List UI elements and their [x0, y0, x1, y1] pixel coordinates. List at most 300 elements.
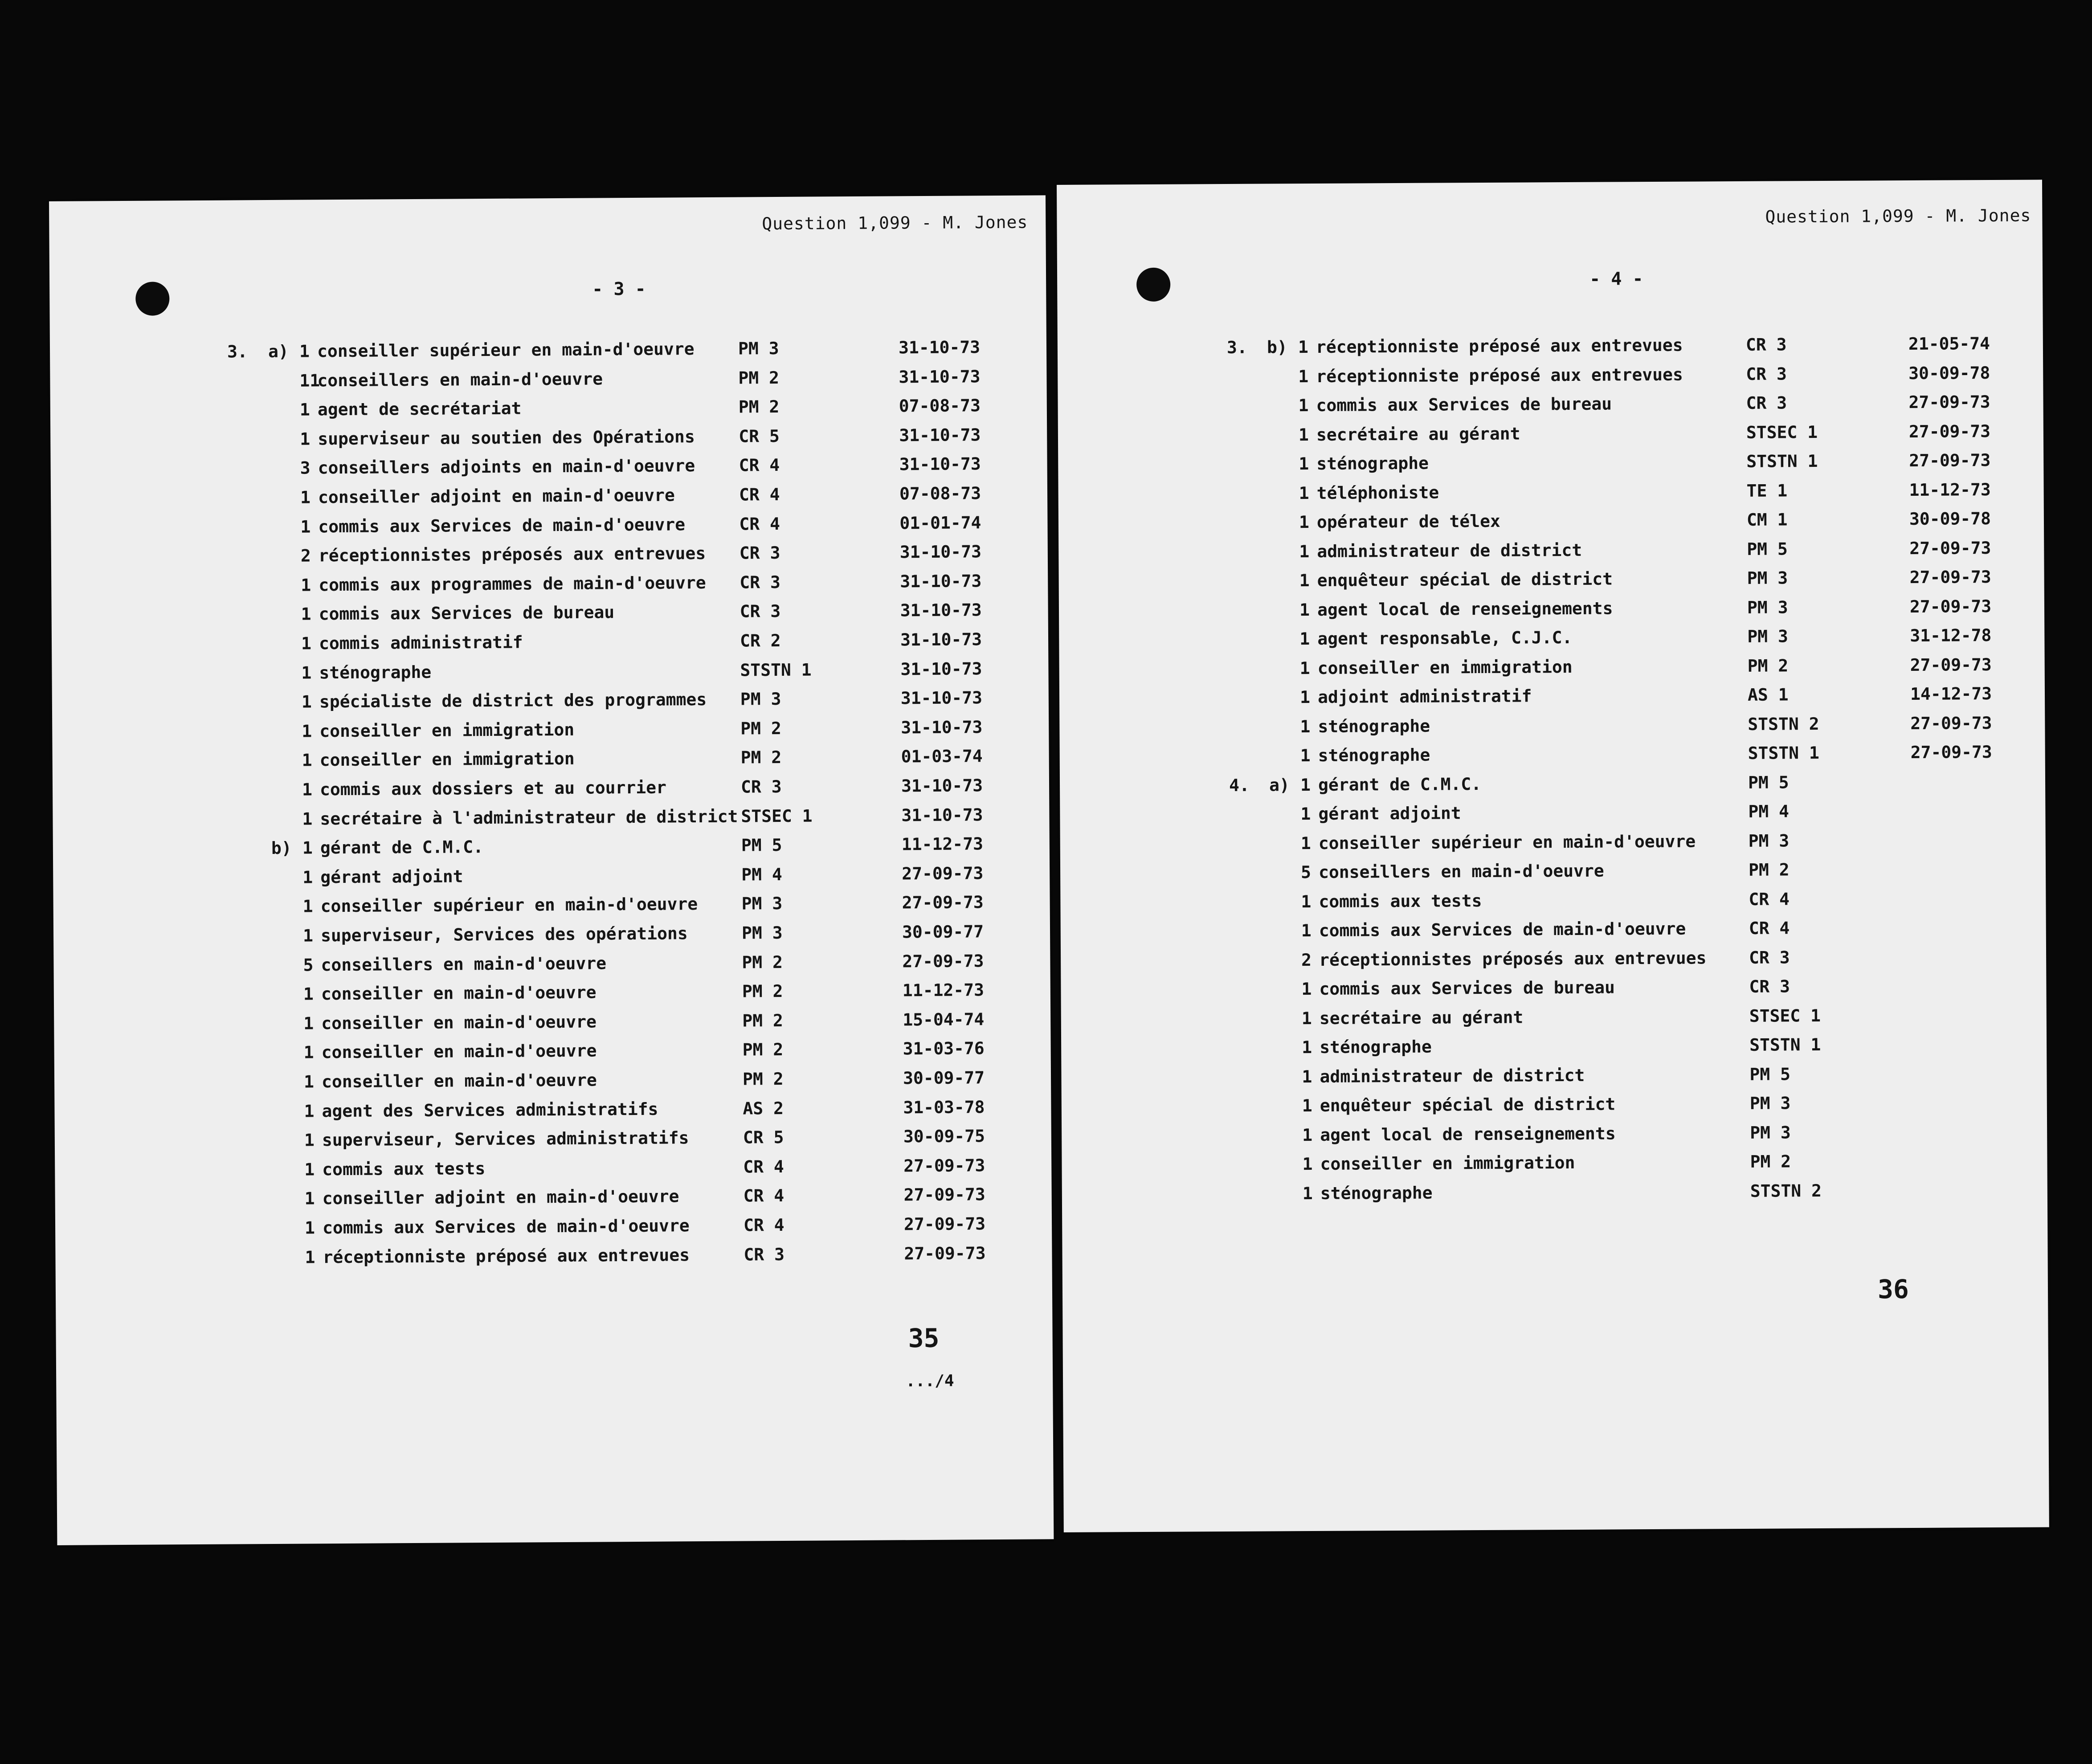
classification-code: CR 3 — [744, 1244, 785, 1265]
subsection-letter: a) — [268, 341, 289, 361]
position-title: adjoint administratif — [1317, 686, 1532, 707]
quantity: 1 — [1302, 1183, 1313, 1203]
effective-date: 31-10-73 — [898, 337, 981, 358]
list-item — [1060, 800, 2045, 832]
continuation-note: .../4 — [906, 1372, 954, 1391]
list-item — [54, 1067, 1051, 1100]
staff-list — [1057, 180, 2049, 1532]
position-title: conseiller adjoint en main-d'oeuvre — [322, 1186, 679, 1209]
position-title: commis aux tests — [322, 1158, 486, 1180]
position-title: spécialiste de district des programmes — [319, 690, 707, 712]
effective-date: 27-09-73 — [902, 863, 984, 884]
quantity: 1 — [303, 1042, 314, 1062]
effective-date: 31-10-73 — [900, 571, 982, 592]
list-item — [1062, 1092, 2047, 1124]
position-title: agent de secrétariat — [317, 398, 522, 420]
list-item — [1062, 1121, 2047, 1153]
classification-code: CR 4 — [743, 1156, 784, 1177]
list-item — [1059, 654, 2045, 686]
classification-code: PM 2 — [738, 368, 780, 388]
effective-date: 27-09-73 — [903, 1214, 986, 1234]
list-item — [51, 483, 1047, 516]
list-item — [53, 804, 1049, 837]
quantity: 1 — [301, 692, 312, 712]
position-title: conseiller en immigration — [319, 749, 575, 770]
position-title: réceptionniste préposé aux entrevues — [1316, 364, 1683, 386]
position-title: conseiller adjoint en main-d'oeuvre — [318, 485, 675, 507]
effective-date: 27-09-73 — [903, 1184, 985, 1205]
position-title: gérant de C.M.C. — [320, 837, 484, 858]
classification-code: STSTN 2 — [1750, 1180, 1822, 1201]
classification-code: CR 2 — [740, 630, 781, 651]
classification-code: PM 2 — [742, 1010, 783, 1031]
classification-code: TE 1 — [1746, 480, 1788, 501]
effective-date: 27-09-73 — [903, 1156, 985, 1176]
list-item — [55, 1243, 1052, 1276]
list-item — [54, 1009, 1050, 1042]
quantity: 1 — [1299, 512, 1309, 532]
list-item — [50, 337, 1046, 370]
position-title: agent local de renseignements — [1320, 1123, 1616, 1145]
list-item — [1060, 742, 2045, 774]
position-title: réceptionniste préposé aux entrevues — [1316, 335, 1683, 357]
effective-date: 11-12-73 — [901, 834, 984, 854]
position-title: conseillers adjoints en main-d'oeuvre — [318, 456, 695, 478]
list-item — [1061, 1063, 2047, 1095]
classification-code: PM 3 — [1747, 568, 1788, 588]
list-item — [1061, 917, 2046, 949]
quantity: 1 — [1298, 337, 1308, 357]
classification-code: STSEC 1 — [1746, 422, 1818, 442]
effective-date: 27-09-73 — [1910, 742, 1992, 762]
quantity: 1 — [1298, 396, 1309, 416]
quantity: 1 — [1299, 629, 1310, 649]
list-item — [54, 1038, 1051, 1071]
effective-date: 31-10-73 — [899, 542, 982, 562]
quantity: 1 — [302, 750, 312, 770]
classification-code: PM 2 — [742, 1069, 784, 1089]
quantity: 1 — [300, 517, 311, 537]
list-item — [1061, 1004, 2047, 1037]
effective-date: 21-05-74 — [1908, 334, 1990, 354]
list-item — [53, 746, 1049, 779]
quantity: 1 — [301, 663, 312, 683]
quantity: 1 — [1299, 541, 1310, 561]
effective-date: 01-03-74 — [901, 746, 983, 767]
position-title: sténographe — [1320, 1037, 1432, 1057]
quantity: 1 — [302, 926, 314, 946]
position-title: opérateur de télex — [1316, 511, 1500, 532]
classification-code: PM 3 — [1750, 1122, 1791, 1143]
effective-date: 31-10-73 — [899, 454, 981, 474]
effective-date: 30-09-77 — [903, 1068, 985, 1088]
list-item — [55, 1126, 1051, 1159]
effective-date: 01-01-74 — [899, 512, 981, 533]
classification-code: PM 2 — [740, 747, 782, 768]
position-title: commis administratif — [319, 632, 523, 653]
quantity: 1 — [304, 1101, 315, 1121]
list-item — [53, 863, 1050, 896]
effective-date: 27-09-73 — [1909, 450, 1991, 470]
list-item — [1060, 888, 2046, 920]
effective-date: 30-09-75 — [903, 1126, 985, 1147]
position-title: téléphoniste — [1316, 482, 1439, 503]
quantity: 1 — [299, 341, 310, 361]
classification-code: AS 1 — [1747, 685, 1789, 705]
classification-code: CR 3 — [1749, 947, 1790, 968]
list-item — [1061, 1033, 2047, 1066]
list-item — [51, 542, 1048, 575]
list-item — [1058, 450, 2043, 482]
effective-date: 31-10-73 — [900, 600, 982, 621]
classification-code: CR 4 — [739, 484, 780, 505]
quantity: 1 — [1301, 921, 1312, 941]
quantity: 1 — [1300, 804, 1311, 824]
subsection-letter: b) — [271, 838, 292, 858]
classification-code: STSEC 1 — [1749, 1005, 1821, 1026]
effective-date: 31-03-76 — [903, 1038, 985, 1059]
position-title: agent responsable, C.J.C. — [1317, 627, 1573, 649]
page-header: Question 1,099 - M. Jones — [1765, 205, 2031, 227]
list-item — [55, 1184, 1052, 1217]
classification-code: PM 2 — [742, 952, 783, 972]
list-item — [51, 571, 1048, 604]
list-item — [1059, 625, 2044, 657]
effective-date: 31-10-73 — [900, 658, 982, 679]
effective-date: 27-09-73 — [1908, 421, 1991, 441]
classification-code: PM 2 — [1748, 860, 1790, 880]
effective-date: 27-09-73 — [1909, 567, 1991, 587]
quantity: 1 — [304, 1160, 315, 1180]
effective-date: 27-09-73 — [1908, 392, 1990, 412]
quantity: 1 — [1302, 1066, 1312, 1086]
list-item — [1058, 479, 2044, 511]
classification-code: STSTN 1 — [740, 660, 812, 680]
list-item — [51, 454, 1047, 487]
list-item — [1062, 1180, 2047, 1212]
effective-date: 27-09-73 — [902, 951, 984, 971]
position-title: conseiller en main-d'oeuvre — [321, 1012, 597, 1033]
list-item — [1058, 333, 2043, 365]
effective-date: 31-10-73 — [901, 717, 983, 738]
classification-code: PM 2 — [740, 718, 781, 739]
list-item — [1061, 975, 2046, 1007]
classification-code: CR 4 — [739, 455, 780, 475]
classification-code: PM 3 — [738, 338, 779, 359]
classification-code: CR 3 — [739, 543, 780, 563]
position-title: agent local de renseignements — [1317, 598, 1613, 620]
quantity: 1 — [1302, 1125, 1313, 1145]
list-item — [53, 951, 1050, 984]
position-title: conseiller en main-d'oeuvre — [321, 982, 597, 1004]
list-item — [55, 1213, 1052, 1246]
classification-code: STSTN 1 — [1746, 451, 1818, 471]
classification-code: PM 2 — [1747, 655, 1789, 676]
list-item — [52, 629, 1048, 662]
document-page-left — [49, 195, 1054, 1545]
effective-date: 30-09-78 — [1908, 363, 1990, 383]
classification-code: CR 3 — [1746, 363, 1787, 384]
classification-code: PM 3 — [1747, 626, 1788, 646]
quantity: 1 — [1299, 658, 1310, 678]
position-title: réceptionnistes préposés aux entrevues — [1319, 947, 1707, 970]
classification-code: CR 4 — [1749, 918, 1790, 938]
classification-code: CR 4 — [739, 514, 780, 534]
position-title: réceptionnistes préposés aux entrevues — [318, 543, 706, 566]
position-title: secrétaire au gérant — [1319, 1007, 1524, 1028]
section-number: 3. — [1226, 337, 1247, 358]
page-header: Question 1,099 - M. Jones — [762, 212, 1028, 234]
effective-date: 27-09-73 — [904, 1243, 986, 1263]
classification-code: CR 3 — [740, 601, 781, 621]
position-title: administrateur de district — [1320, 1065, 1585, 1086]
position-title: conseiller en immigration — [1320, 1152, 1575, 1174]
position-title: superviseur, Services administratifs — [322, 1128, 689, 1150]
classification-code: PM 5 — [1748, 772, 1789, 792]
position-title: administrateur de district — [1317, 540, 1582, 561]
quantity: 1 — [1299, 687, 1311, 707]
effective-date: 31-10-73 — [899, 366, 981, 387]
effective-date: 27-09-73 — [1910, 654, 1992, 675]
position-title: conseiller en main-d'oeuvre — [321, 1070, 597, 1092]
subsection-letter: b) — [1267, 337, 1287, 357]
position-title: superviseur au soutien des Opérations — [318, 426, 695, 449]
list-item — [1060, 829, 2046, 862]
classification-code: CR 4 — [743, 1186, 784, 1206]
classification-code: PM 5 — [741, 835, 782, 855]
position-title: conseiller en immigration — [319, 719, 575, 741]
list-item — [52, 600, 1048, 633]
effective-date: 31-10-73 — [901, 804, 983, 825]
classification-code: CR 4 — [1749, 889, 1790, 909]
position-title: sténographe — [1320, 1183, 1433, 1203]
position-title: conseiller en main-d'oeuvre — [321, 1041, 597, 1062]
list-item — [53, 833, 1050, 866]
list-item — [1058, 538, 2044, 570]
quantity: 1 — [1299, 571, 1310, 591]
classification-code: PM 5 — [1749, 1064, 1791, 1084]
classification-code: PM 3 — [1747, 597, 1788, 617]
classification-code: PM 2 — [1750, 1152, 1791, 1172]
classification-code: PM 5 — [1747, 539, 1788, 559]
stamp-number: 35 — [908, 1323, 940, 1354]
classification-code: CR 3 — [1745, 335, 1787, 355]
list-item — [50, 366, 1046, 399]
list-item — [53, 892, 1050, 925]
list-item — [50, 396, 1047, 429]
classification-code: STSTN 2 — [1748, 714, 1819, 734]
position-title: conseiller en immigration — [1317, 657, 1573, 678]
position-title: superviseur, Services des opérations — [320, 923, 688, 946]
quantity: 1 — [1302, 1037, 1312, 1058]
quantity: 1 — [1302, 1096, 1312, 1116]
list-item — [1060, 771, 2045, 803]
position-title: conseiller supérieur en main-d'oeuvre — [1318, 831, 1696, 853]
position-title: commis aux Services de main-d'oeuvre — [318, 514, 686, 536]
quantity: 1 — [1298, 366, 1309, 386]
position-title: conseillers en main-d'oeuvre — [321, 953, 607, 975]
quantity: 1 — [299, 400, 310, 420]
list-item — [1059, 596, 2044, 628]
position-title: enquêteur spécial de district — [1320, 1094, 1616, 1115]
position-title: enquêteur spécial de district — [1317, 569, 1613, 590]
quantity: 1 — [304, 1218, 315, 1238]
list-item — [1058, 508, 2044, 540]
section-number: 3. — [227, 342, 248, 362]
list-item — [1059, 683, 2045, 715]
quantity: 1 — [303, 984, 314, 1004]
classification-code: CR 4 — [743, 1215, 784, 1235]
quantity: 1 — [302, 809, 313, 829]
staff-list — [49, 195, 1054, 1545]
quantity: 1 — [303, 1013, 314, 1033]
effective-date: 31-03-78 — [903, 1097, 985, 1117]
effective-date: 31-10-73 — [901, 776, 983, 796]
quantity: 1 — [302, 721, 312, 741]
position-title: commis aux Services de main-d'oeuvre — [1319, 919, 1686, 940]
list-item — [1060, 858, 2046, 890]
quantity: 5 — [1300, 862, 1312, 882]
position-title: commis aux Services de bureau — [1316, 394, 1612, 415]
quantity: 1 — [300, 487, 311, 507]
list-item — [1062, 1150, 2047, 1182]
classification-code: CR 3 — [740, 776, 782, 797]
classification-code: PM 4 — [741, 864, 782, 885]
quantity: 1 — [1301, 891, 1312, 911]
effective-date: 11-12-73 — [902, 980, 985, 1000]
page-number: - 4 - — [1589, 269, 1643, 290]
quantity: 1 — [301, 633, 312, 653]
list-item — [1059, 567, 2044, 599]
quantity: 5 — [303, 955, 314, 975]
effective-date: 27-09-73 — [902, 892, 984, 913]
classification-code: PM 3 — [741, 923, 783, 943]
list-item — [51, 512, 1047, 545]
position-title: gérant adjoint — [320, 866, 463, 887]
quantity: 1 — [1299, 483, 1309, 503]
quantity: 1 — [300, 429, 311, 449]
list-item — [52, 658, 1048, 691]
quantity: 1 — [302, 896, 313, 916]
position-title: commis aux Services de main-d'oeuvre — [322, 1216, 690, 1238]
quantity: 1 — [1300, 746, 1311, 766]
effective-date: 27-09-73 — [1909, 596, 1992, 617]
quantity: 1 — [302, 867, 313, 887]
list-item — [52, 717, 1049, 750]
effective-date: 30-09-77 — [902, 922, 984, 942]
position-title: conseillers en main-d'oeuvre — [1318, 861, 1604, 882]
classification-code: CR 5 — [739, 426, 780, 446]
quantity: 1 — [304, 1188, 315, 1209]
effective-date: 15-04-74 — [903, 1009, 985, 1030]
classification-code: PM 3 — [1749, 1093, 1791, 1113]
effective-date: 14-12-73 — [1910, 684, 1992, 704]
effective-date: 31-12-78 — [1910, 625, 1992, 645]
position-title: commis aux programmes de main-d'oeuvre — [319, 572, 706, 595]
subsection-letter: a) — [1269, 775, 1290, 795]
section-number: 4. — [1229, 775, 1250, 795]
effective-date: 07-08-73 — [899, 396, 981, 416]
effective-date: 30-09-78 — [1909, 509, 1991, 529]
list-item — [53, 775, 1049, 808]
quantity: 1 — [301, 575, 311, 595]
effective-date: 31-10-73 — [900, 629, 982, 650]
position-title: agent des Services administratifs — [322, 1099, 658, 1121]
quantity: 1 — [302, 838, 313, 858]
classification-code: CR 5 — [743, 1127, 784, 1147]
effective-date: 27-09-73 — [1909, 538, 1991, 558]
classification-code: CR 3 — [1749, 976, 1790, 996]
position-title: sténographe — [1316, 453, 1429, 474]
position-title: gérant de C.M.C. — [1318, 774, 1482, 795]
document-page-right — [1057, 180, 2049, 1532]
list-item — [50, 425, 1047, 457]
effective-date: 11-12-73 — [1909, 479, 1991, 500]
quantity: 1 — [1298, 425, 1309, 445]
quantity: 1 — [305, 1247, 315, 1267]
quantity: 1 — [1300, 775, 1311, 795]
position-title: gérant adjoint — [1318, 803, 1461, 824]
quantity: 1 — [1299, 454, 1309, 474]
position-title: commis aux tests — [1319, 890, 1482, 911]
position-title: sténographe — [1318, 716, 1430, 736]
position-title: conseiller supérieur en main-d'oeuvre — [320, 894, 698, 916]
classification-code: PM 2 — [738, 397, 780, 417]
list-item — [52, 688, 1049, 721]
quantity: 1 — [304, 1130, 315, 1150]
quantity: 1 — [1299, 600, 1310, 620]
list-item — [53, 921, 1050, 954]
effective-date: 31-10-73 — [900, 688, 983, 708]
position-title: commis aux Services de bureau — [1319, 977, 1615, 999]
quantity: 2 — [300, 546, 311, 566]
classification-code: CM 1 — [1746, 510, 1788, 530]
list-item — [1061, 946, 2046, 978]
list-item — [1058, 363, 2043, 395]
classification-code: PM 4 — [1748, 801, 1790, 821]
position-title: secrétaire à l'administrateur de district — [320, 806, 738, 829]
position-title: secrétaire au gérant — [1316, 424, 1520, 445]
list-item — [1058, 392, 2043, 424]
quantity: 1 — [1302, 1154, 1313, 1174]
classification-code: AS 2 — [743, 1098, 784, 1119]
quantity: 1 — [1300, 833, 1311, 853]
position-title: conseillers en main-d'oeuvre — [317, 369, 603, 390]
position-title: réceptionniste préposé aux entrevues — [323, 1245, 690, 1267]
effective-date: 27-09-73 — [1910, 713, 1992, 733]
list-item — [1059, 713, 2045, 745]
stamp-number: 36 — [1877, 1274, 1909, 1305]
classification-code: PM 3 — [741, 894, 783, 914]
quantity: 1 — [302, 780, 313, 800]
classification-code: CR 3 — [740, 572, 780, 592]
list-item — [54, 1097, 1051, 1130]
position-title: sténographe — [1318, 745, 1430, 765]
position-title: commis aux Services de bureau — [319, 602, 615, 624]
quantity: 1 — [301, 604, 311, 624]
classification-code: CR 3 — [1746, 393, 1787, 413]
effective-date: 31-10-73 — [899, 425, 981, 445]
classification-code: PM 2 — [742, 1040, 784, 1060]
quantity: 1 — [1301, 1008, 1312, 1028]
quantity: 1 — [1300, 716, 1311, 736]
effective-date: 07-08-73 — [899, 483, 981, 504]
quantity: 2 — [1301, 950, 1312, 970]
quantity: 1 — [303, 1072, 315, 1092]
quantity: 1 — [1301, 979, 1312, 999]
position-title: commis aux dossiers et au courrier — [319, 777, 667, 800]
list-item — [54, 980, 1050, 1013]
